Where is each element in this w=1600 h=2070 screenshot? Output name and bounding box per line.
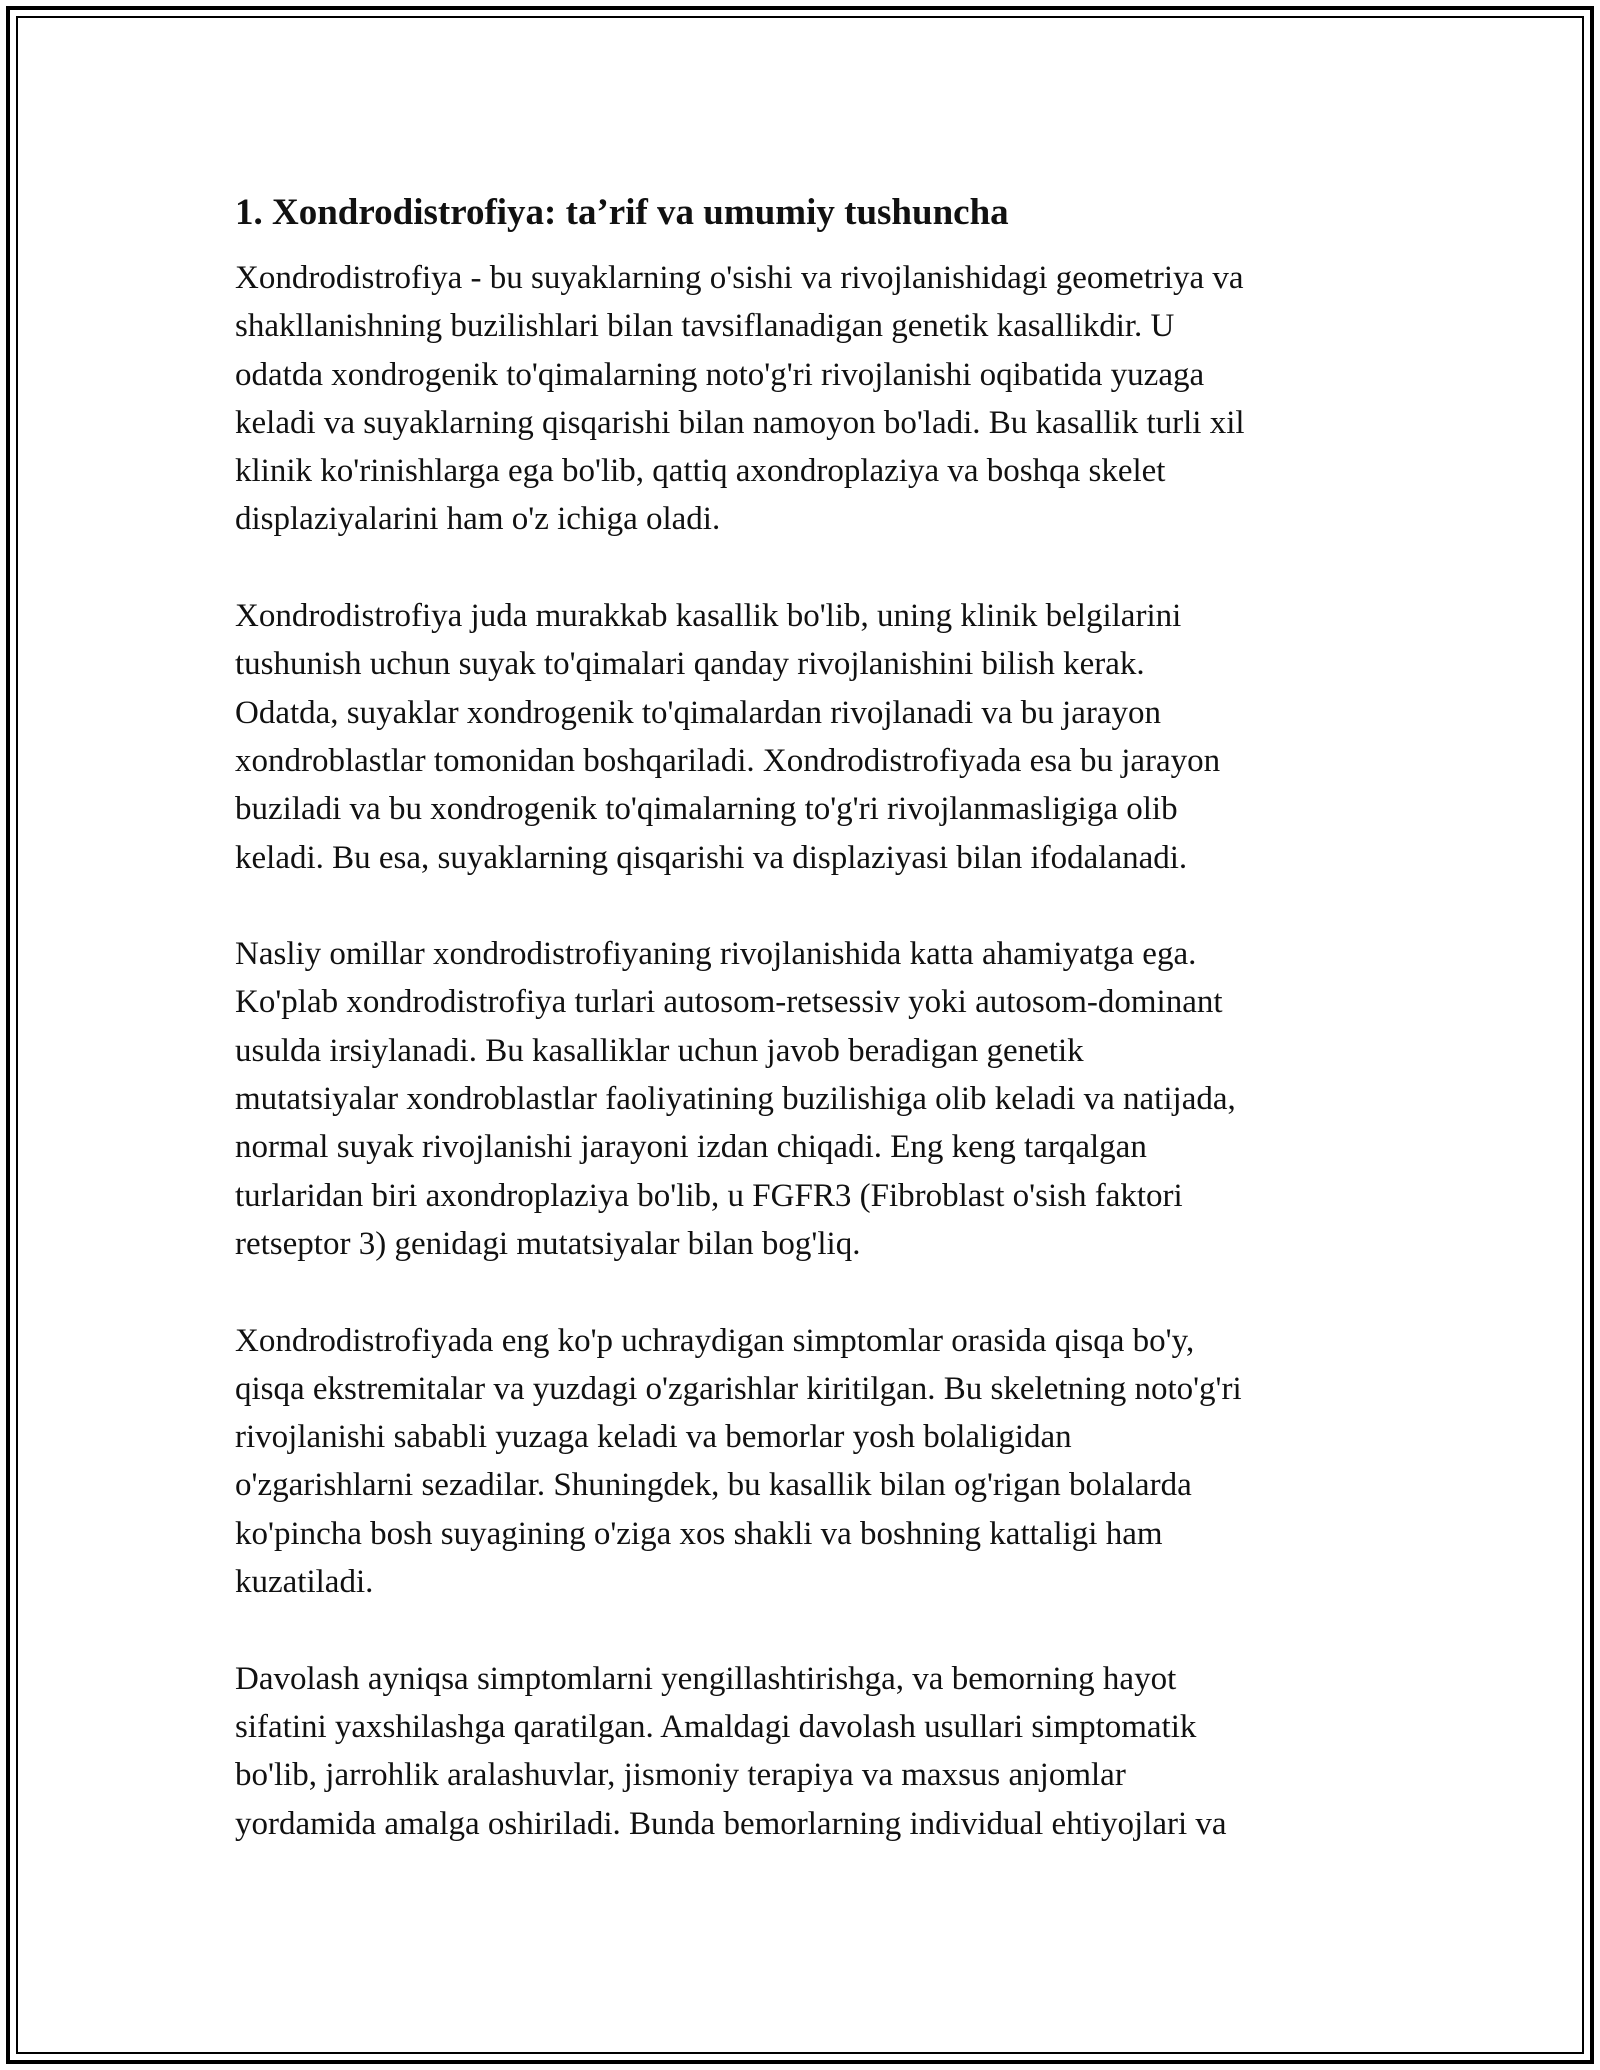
text-line: keladi. Bu esa, suyaklarning qisqarishi va displaziyasi bilan ifodalanadi. [235,839,1188,876]
text-line: usulda irsiylanadi. Bu kasalliklar uchun javob beradigan genetik [235,1032,1084,1069]
text-line: ko'pincha bosh suyagining o'ziga xos shakli va boshning kattaligi ham [235,1515,1163,1552]
text-line: Xondrodistrofiyada eng ko'p uchraydigan simptomlar orasida qisqa bo'y, [235,1322,1195,1359]
paragraph-symptoms [235,1317,1365,1607]
text-line: Nasliy omillar xondrodistrofiyaning rivojlanishida katta ahamiyatga ega. [235,936,1197,973]
text-line: displaziyalarini ham o'z ichiga oladi. [235,501,721,538]
section-heading: 1. Xondrodistrofiya: ta’rif va umumiy tushuncha [235,192,1009,233]
text-line: shakllanishning buzilishlari bilan tavsiflanadigan genetik kasallikdir. U [235,308,1175,345]
text-line: klinik ko'rinishlarga ega bo'lib, qattiq axondroplaziya va boshqa skelet [235,453,1166,490]
text-line: tushunish uchun suyak to'qimalari qanday rivojlanishini bilish kerak. [235,646,1145,683]
text-line: retseptor 3) genidagi mutatsiyalar bilan bog'liq. [235,1225,861,1262]
text-line: Xondrodistrofiya juda murakkab kasallik bo'lib, uning klinik belgilarini [235,598,1182,635]
paragraph-treatment [235,1655,1365,1848]
paragraph-bone-development [235,592,1365,882]
text-line: Xondrodistrofiya - bu suyaklarning o'sishi va rivojlanishidagi geometriya va [235,260,1244,296]
paragraph-genetics [235,930,1365,1268]
text-line: sifatini yaxshilashga qaratilgan. Amaldagi davolash usullari simptomatik [235,1708,1197,1745]
paragraph-definition [235,254,1365,544]
text-line: o'zgarishlarni sezadilar. Shuningdek, bu kasallik bilan og'rigan bolalarda [235,1467,1192,1504]
text-line: turlaridan biri axondroplaziya bo'lib, u FGFR3 (Fibroblast o'sish faktori [235,1177,1183,1214]
text-line: Davolash ayniqsa simptomlarni yengillashtirishga, va bemorning hayot [235,1660,1177,1697]
text-line: buziladi va bu xondrogenik to'qimalarning to'g'ri rivojlanmasligiga olib [235,791,1178,828]
text-line: keladi va suyaklarning qisqarishi bilan namoyon bo'ladi. Bu kasallik turli xil [235,404,1245,441]
text-line: mutatsiyalar xondroblastlar faoliyatining buzilishiga olib keladi va natijada, [235,1081,1236,1118]
text-line: normal suyak rivojlanishi jarayoni izdan chiqadi. Eng keng tarqalgan [235,1129,1147,1166]
text-line: rivojlanishi sababli yuzaga keladi va bemorlar yosh bolaligidan [235,1419,1072,1456]
document-body [235,190,1365,1896]
text-line: yordamida amalga oshiriladi. Bunda bemorlarning individual ehtiyojlari va [235,1805,1227,1842]
text-line: qisqa ekstremitalar va yuzdagi o'zgarishlar kiritilgan. Bu skeletning noto'g'ri [235,1370,1242,1407]
text-line: bo'lib, jarrohlik aralashuvlar, jismoniy terapiya va maxsus anjomlar [235,1757,1126,1794]
text-line: Ko'plab xondrodistrofiya turlari autosom-retsessiv yoki autosom-dominant [235,984,1223,1021]
text-line: odatda xondrogenik to'qimalarning noto'g'ri rivojlanishi oqibatida yuzaga [235,356,1205,393]
text-line: xondroblastlar tomonidan boshqariladi. Xondrodistrofiyada esa bu jarayon [235,742,1221,779]
text-line: kuzatiladi. [235,1564,374,1601]
text-line: Odatda, suyaklar xondrogenik to'qimalardan rivojlanadi va bu jarayon [235,694,1161,731]
